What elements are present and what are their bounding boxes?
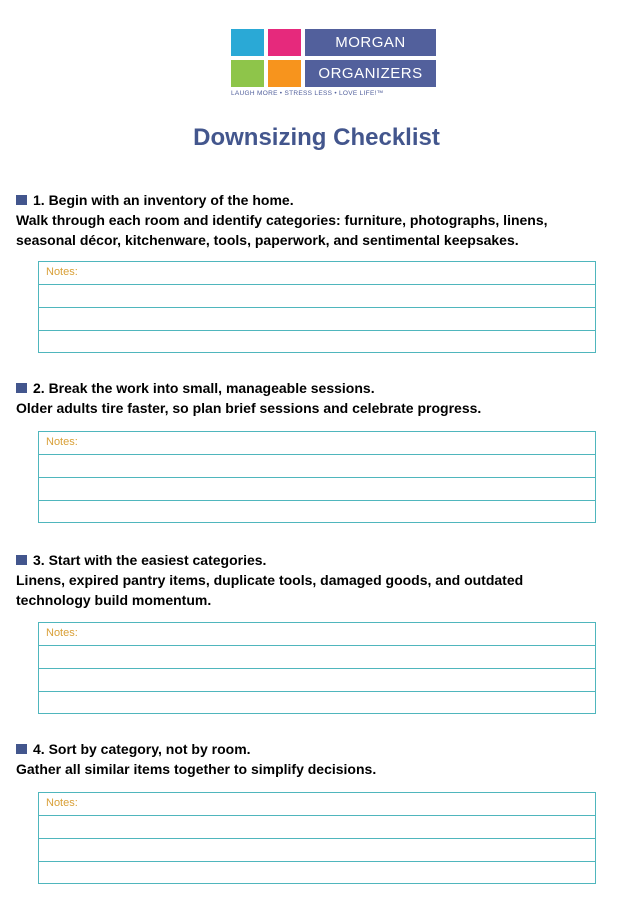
notes-line[interactable]	[39, 839, 595, 862]
logo-square-orange	[268, 60, 301, 87]
square-bullet-icon	[16, 195, 27, 205]
page-title: Downsizing Checklist	[193, 124, 440, 151]
section-heading	[16, 190, 616, 210]
square-bullet-icon	[16, 744, 27, 754]
notes-line[interactable]	[39, 331, 595, 354]
section-description	[16, 210, 616, 250]
notes-line[interactable]	[39, 669, 595, 692]
brand-name-bottom: ORGANIZERS	[305, 60, 436, 87]
notes-line[interactable]	[39, 816, 595, 839]
logo-square-magenta	[268, 29, 301, 56]
notes-box[interactable]	[38, 431, 596, 523]
notes-line[interactable]	[39, 862, 595, 885]
brand-tagline: LAUGH MORE • STRESS LESS • LOVE LIFE!™	[231, 90, 384, 97]
checklist-section-2	[16, 378, 616, 418]
morgan-organizers-logo	[231, 29, 437, 99]
section-description	[16, 398, 616, 418]
notes-line[interactable]	[39, 646, 595, 669]
checklist-section-3	[16, 550, 616, 610]
brand-name-top: MORGAN	[305, 29, 436, 56]
logo-square-green	[231, 60, 264, 87]
notes-label: Notes:	[46, 797, 78, 809]
notes-line[interactable]	[39, 432, 595, 455]
section-heading-text: 1. Begin with an inventory of the home.	[33, 192, 294, 208]
section-description	[16, 759, 616, 779]
notes-line[interactable]	[39, 455, 595, 478]
notes-line[interactable]	[39, 692, 595, 715]
section-description-line: seasonal décor, kitchenware, tools, paperwork, and sentimental keepsakes.	[16, 232, 519, 248]
checklist-section-4	[16, 739, 616, 779]
section-heading-text: 2. Break the work into small, manageable sessions.	[33, 380, 375, 396]
notes-box[interactable]	[38, 261, 596, 353]
notes-line[interactable]	[39, 793, 595, 816]
section-heading-text: 4. Sort by category, not by room.	[33, 741, 251, 757]
notes-line[interactable]	[39, 478, 595, 501]
logo-square-cyan	[231, 29, 264, 56]
checklist-section-1	[16, 190, 616, 250]
square-bullet-icon	[16, 383, 27, 393]
section-heading	[16, 378, 616, 398]
section-description-line: technology build momentum.	[16, 592, 212, 608]
notes-line[interactable]	[39, 623, 595, 646]
notes-line[interactable]	[39, 285, 595, 308]
square-bullet-icon	[16, 555, 27, 565]
notes-label: Notes:	[46, 436, 78, 448]
notes-line[interactable]	[39, 308, 595, 331]
section-description-line: Linens, expired pantry items, duplicate tools, damaged goods, and outdated	[16, 572, 524, 588]
notes-box[interactable]	[38, 622, 596, 714]
section-description	[16, 570, 616, 610]
notes-box[interactable]	[38, 792, 596, 884]
notes-label: Notes:	[46, 266, 78, 278]
notes-line[interactable]	[39, 501, 595, 524]
section-heading-text: 3. Start with the easiest categories.	[33, 552, 267, 568]
section-description-line: Walk through each room and identify categories: furniture, photographs, linens,	[16, 212, 548, 228]
section-heading	[16, 550, 616, 570]
notes-line[interactable]	[39, 262, 595, 285]
notes-label: Notes:	[46, 627, 78, 639]
section-description-line: Older adults tire faster, so plan brief sessions and celebrate progress.	[16, 400, 482, 416]
section-description-line: Gather all similar items together to simplify decisions.	[16, 761, 377, 777]
section-heading	[16, 739, 616, 759]
